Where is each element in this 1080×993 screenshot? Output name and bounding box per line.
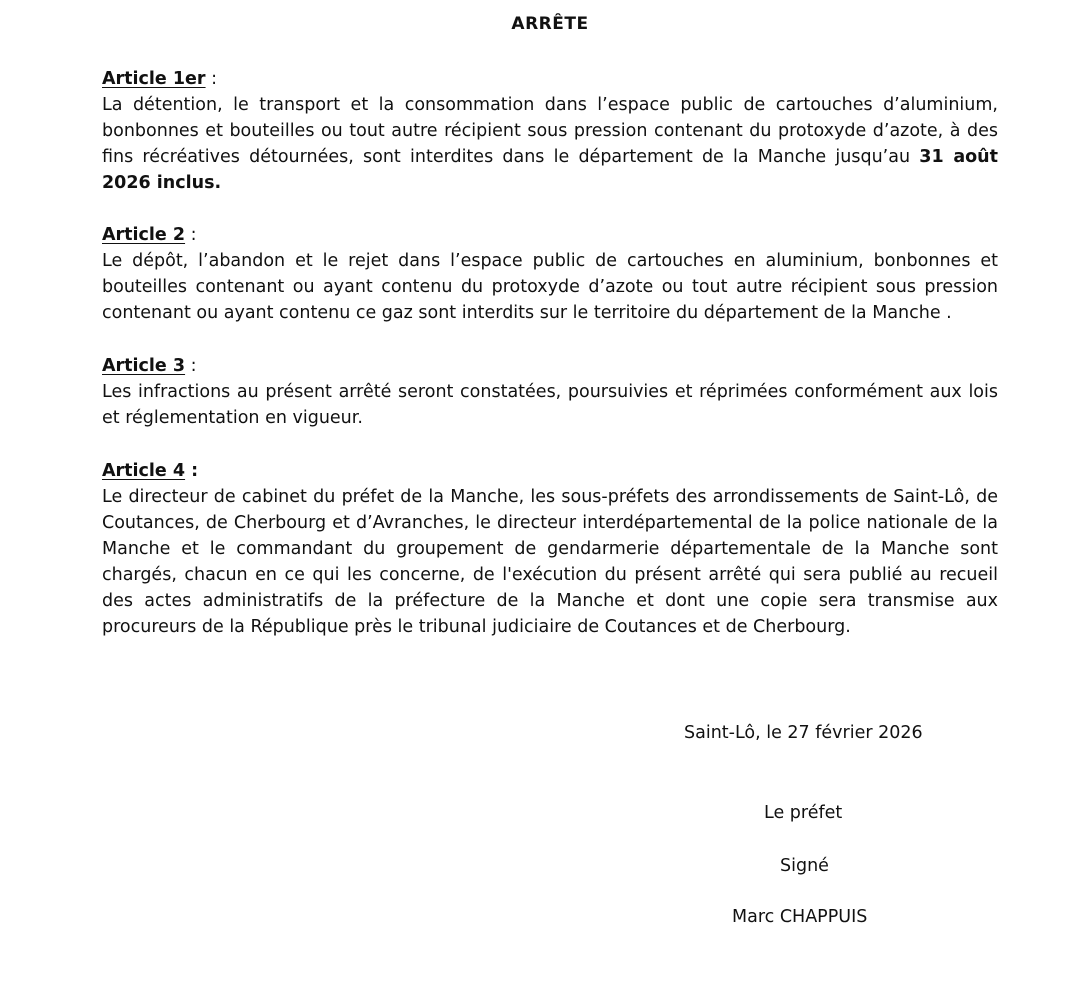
article-2-body: Le dépôt, l’abandon et le rejet dans l’espace public de cartouches en aluminium, bonbonnes et bouteilles contenant ou ayant contenu du protoxyde d’azote ou tout autre récipient sous pression contenant ou ayant contenu ce gaz sont interdits sur le territoire du département de la Manche .	[102, 251, 998, 323]
document-title: ARRÊTE	[511, 14, 589, 34]
article-2-label: Article 2	[102, 225, 186, 245]
article-3-heading	[102, 353, 998, 379]
article-1-colon: :	[205, 69, 218, 89]
article-3-body: Les infractions au présent arrêté seront constatées, poursuivies et réprimées conformément aux lois et réglementation en vigueur.	[102, 382, 998, 428]
signatory-role: Le préfet	[764, 803, 843, 823]
article-3-colon: :	[185, 356, 197, 376]
article-4-colon: :	[185, 461, 199, 481]
signed-mention: Signé	[780, 856, 829, 876]
article-1-text: La détention, le transport et la consommation dans l’espace public de cartouches d’aluminium, bonbonnes et bouteilles ou tout autre récipient sous pression contenant du protoxyde d’azote, à des fins récréatives détournées, sont interdites dans le département de la Manche jusqu’au	[102, 95, 998, 167]
article-1	[102, 66, 998, 196]
article-2-colon: :	[185, 225, 197, 245]
article-2-heading	[102, 222, 998, 248]
article-3	[102, 353, 998, 431]
article-4-label: Article 4	[102, 461, 186, 481]
article-1-heading	[102, 66, 998, 92]
signatory-name: Marc CHAPPUIS	[732, 907, 868, 927]
article-3-label: Article 3	[102, 356, 186, 376]
article-4-body: Le directeur de cabinet du préfet de la Manche, les sous-préfets des arrondissements de Saint-Lô, de Coutances, de Cherbourg et d’Avranches, le directeur interdépartemental de la police nationale de la Manche et le commandant du groupement de gendarmerie départementale de la Manche sont chargés, chacun en ce qui les concerne, de l'exécution du présent arrêté qui sera publié au recueil des actes administratifs de la préfecture de la Manche et dont une copie sera transmise aux procureurs de la République près le tribunal judiciaire de Coutances et de Cherbourg.	[102, 487, 998, 637]
place-date: Saint-Lô, le 27 février 2026	[684, 723, 923, 743]
article-2	[102, 222, 998, 326]
article-1-label: Article 1er	[102, 69, 206, 89]
article-4	[102, 458, 998, 640]
article-1-deadline: 31 août 2026 inclus.	[102, 147, 999, 193]
article-1-body	[102, 92, 998, 196]
article-4-heading	[102, 458, 998, 484]
